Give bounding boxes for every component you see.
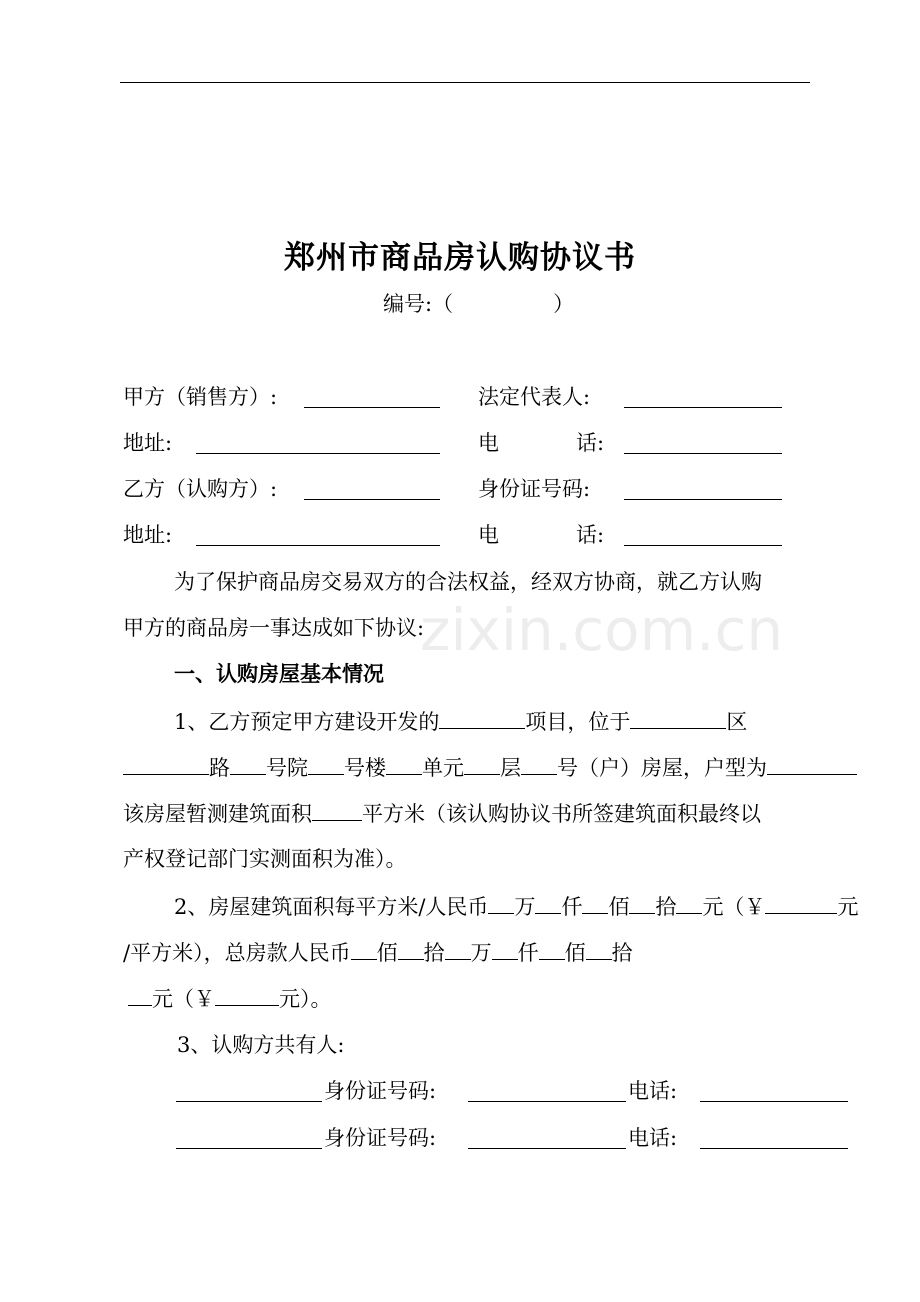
price-shi-blank[interactable] — [629, 891, 655, 914]
coowner-1-id-blank[interactable] — [468, 1101, 626, 1102]
item-3-heading: 3、认购方共有人: — [177, 1033, 345, 1057]
price-qian: 仟 — [561, 895, 583, 919]
coowner-1-name-blank[interactable] — [176, 1101, 322, 1102]
floor-label: 层 — [500, 756, 521, 780]
item-1-line-3 — [123, 798, 761, 829]
district-blank[interactable] — [630, 706, 726, 729]
total-shi1-blank[interactable] — [398, 937, 424, 960]
project-blank[interactable] — [439, 706, 525, 729]
area-label: 该房屋暂测建筑面积 — [123, 802, 312, 826]
buyer-blank[interactable] — [304, 499, 440, 500]
item-1-line-2 — [123, 752, 857, 783]
coowner-2-name-blank[interactable] — [176, 1148, 322, 1149]
total-wan: 万 — [470, 941, 492, 965]
item-1-line-1 — [174, 706, 747, 737]
total-qian-blank[interactable] — [492, 937, 518, 960]
price-yuan-blank[interactable] — [676, 891, 702, 914]
coowner-2-phone-label: 电话: — [628, 1126, 678, 1150]
seller-address-blank[interactable] — [196, 453, 440, 454]
road-label: 路 — [209, 756, 230, 780]
price-yuan-symbol: 元（￥ — [702, 895, 766, 919]
legal-rep-label: 法定代表人: — [478, 385, 591, 409]
coowner-2-id-blank[interactable] — [468, 1148, 626, 1149]
layout-blank[interactable] — [767, 752, 857, 775]
price-yuan-end: 元 — [837, 895, 859, 919]
courtyard-label: 号院 — [266, 756, 308, 780]
item-1-text-c: 区 — [726, 710, 748, 734]
total-qian: 仟 — [517, 941, 539, 965]
total-yuan-end: 元）。 — [279, 987, 332, 1011]
area-blank[interactable] — [312, 798, 362, 821]
seller-phone-label-a: 电 — [478, 431, 499, 455]
buyer-id-blank[interactable] — [624, 499, 782, 500]
total-price-label: /平方米），总房款人民币 — [123, 941, 351, 965]
seller-label: 甲方（销售方）: — [123, 385, 278, 409]
intro-line-2: 甲方的商品房一事达成如下协议: — [123, 616, 425, 640]
coowner-2-phone-blank[interactable] — [700, 1148, 848, 1149]
road-blank[interactable] — [123, 752, 209, 775]
serial-close: ） — [553, 292, 575, 316]
coowner-2-id-label: 身份证号码: — [324, 1126, 437, 1150]
serial-number — [383, 288, 574, 318]
buyer-label: 乙方（认购方）: — [123, 477, 278, 501]
total-wan-blank[interactable] — [445, 937, 471, 960]
price-wan: 万 — [514, 895, 536, 919]
serial-label: 编号:（ — [383, 292, 454, 316]
seller-blank[interactable] — [304, 407, 440, 408]
unit-price-label: 2、房屋建筑面积每平方米/人民币 — [174, 895, 489, 919]
legal-rep-blank[interactable] — [624, 407, 782, 408]
header-rule — [120, 82, 810, 83]
buyer-phone-blank[interactable] — [624, 545, 782, 546]
total-shi1: 拾 — [423, 941, 445, 965]
watermark: zixin.com.cn — [420, 596, 784, 664]
price-numeric-blank[interactable] — [765, 891, 837, 914]
area-note: 平方米（该认购协议书所签建筑面积最终以 — [362, 802, 761, 826]
seller-address-label: 地址: — [123, 431, 173, 455]
unit-label: 单元 — [422, 756, 464, 780]
coowner-1-phone-label: 电话: — [628, 1079, 678, 1103]
seller-phone-label-b: 话: — [576, 431, 605, 455]
total-bai1: 佰 — [376, 941, 398, 965]
room-blank[interactable] — [521, 752, 557, 775]
price-bai: 佰 — [608, 895, 630, 919]
unit-blank[interactable] — [386, 752, 422, 775]
item-2-line-3 — [128, 983, 332, 1014]
coowner-1-id-label: 身份证号码: — [324, 1079, 437, 1103]
total-numeric-blank[interactable] — [215, 983, 279, 1006]
total-shi2: 拾 — [611, 941, 633, 965]
buyer-address-blank[interactable] — [196, 545, 440, 546]
price-shi: 拾 — [655, 895, 677, 919]
total-yuan-blank[interactable] — [128, 983, 152, 1006]
item-1-text-b: 项目，位于 — [525, 710, 631, 734]
intro-line-1: 为了保护商品房交易双方的合法权益，经双方协商，就乙方认购 — [174, 570, 762, 594]
total-yuan-symbol: 元（￥ — [152, 987, 215, 1011]
total-bai2-blank[interactable] — [539, 937, 565, 960]
item-1-text-a: 1、乙方预定甲方建设开发的 — [174, 710, 440, 734]
buyer-phone-label-b: 话: — [576, 523, 605, 547]
total-shi2-blank[interactable] — [586, 937, 612, 960]
item-1-line-4: 产权登记部门实测面积为准）。 — [123, 847, 407, 871]
price-wan-blank[interactable] — [488, 891, 514, 914]
price-qian-blank[interactable] — [535, 891, 561, 914]
buyer-id-label: 身份证号码: — [478, 477, 591, 501]
total-bai1-blank[interactable] — [351, 937, 377, 960]
buyer-phone-label-a: 电 — [478, 523, 499, 547]
room-label: 号（户）房屋，户型为 — [557, 756, 767, 780]
coowner-1-phone-blank[interactable] — [700, 1101, 848, 1102]
seller-phone-blank[interactable] — [624, 453, 782, 454]
floor-blank[interactable] — [464, 752, 500, 775]
courtyard-blank[interactable] — [230, 752, 266, 775]
document-title: 郑州市商品房认购协议书 — [284, 240, 636, 276]
building-blank[interactable] — [308, 752, 344, 775]
buyer-address-label: 地址: — [123, 523, 173, 547]
item-2-line-1 — [174, 891, 858, 922]
price-bai-blank[interactable] — [582, 891, 608, 914]
total-bai2: 佰 — [564, 941, 586, 965]
item-2-line-2 — [123, 937, 633, 968]
building-label: 号楼 — [344, 756, 386, 780]
section-1-heading: 一、认购房屋基本情况 — [174, 662, 384, 686]
